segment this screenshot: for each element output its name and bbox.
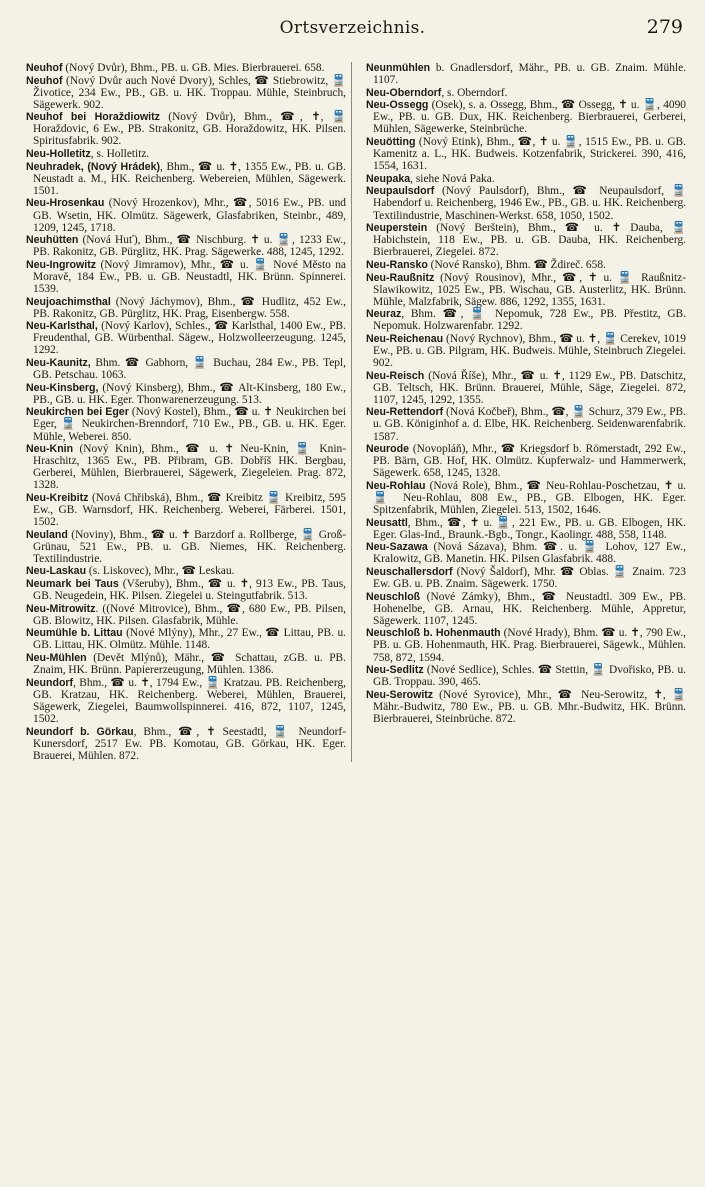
- entry-place-name: Neu-Rohlau: [366, 479, 426, 492]
- entry-place-name: Neurode: [366, 443, 409, 456]
- entry-details: (Nový Hrozenkov), Mhr., ☎, 5016 Ew., PB. und GB. Wsetin, HK. Olmütz. Sägewerk, Glasfabriken, Steinbr., 489, 1209, 1245, 1718.: [33, 197, 346, 234]
- right-column: [366, 62, 686, 762]
- page-title: Ortsverzeichnis.: [279, 18, 426, 38]
- left-column: [26, 62, 346, 762]
- entry-details: (Nový Knin), Bhm., ☎ u. ✝ Neu-Knin, 🚆 Knin-Hraschitz, 1365 Ew., PB. Přibram, GB. Dobříš HK. Bergbau, Gerberei, Mühlen, Bierbrauerei, Sägewerk, Ziegeleien. Prag. 872, 1328.: [33, 443, 346, 492]
- entry-details: (Nové Sedlice), Schles. ☎ Stettin, 🚆 Dvořisko, PB. u. GB. Troppau. 390, 465.: [373, 664, 686, 689]
- entry-place-name: Neukirchen bei Eger: [26, 406, 129, 419]
- entry-details: (Nový Etink), Bhm., ☎, ✝ u. 🚆, 1515 Ew., PB. u. GB. Kamenitz a. L., HK. Budweis. Kotzenfabrik, Strickerei. 390, 416, 1554, 1631.: [373, 136, 686, 173]
- entry-details: Bhm. ☎ Gabhorn, 🚆 Buchau, 284 Ew., PB. Tepl, GB. Petschau. 1063.: [33, 357, 346, 382]
- index-entry: [366, 99, 686, 135]
- index-entry: [366, 566, 686, 590]
- entry-place-name: Neupaulsdorf: [366, 185, 435, 198]
- entry-details: (Devět Mlýnů), Mähr., ☎ Schattau, zGB. u. PB. Znaim, HK. Brünn. Papiererzeugung, Mühlen. 1386.: [33, 652, 346, 677]
- entry-place-name: Neu-Oberndorf: [366, 86, 442, 99]
- index-entry: [26, 197, 346, 233]
- entry-details: (Nové Ransko), Bhm. ☎ Ždireč. 658.: [427, 258, 606, 271]
- entry-place-name: Neu-Kreibitz: [26, 491, 89, 504]
- entry-details: (Nový Rychnov), Bhm., ☎ u. ✝, 🚆 Cerekev, 1019 Ew., PB. u. GB. Pilgram, HK. Budweis. Mühle, Steinbruch Ziegelei. 902.: [373, 332, 686, 370]
- entry-place-name: Neusattl: [366, 516, 408, 529]
- index-entry: [26, 111, 346, 147]
- entry-details: (Noviny), Bhm., ☎ u. ✝ Barzdorf a. Rollberge, 🚆 Groß-Grünau, 521 Ew., PB. u. GB. Niemes, HK. Reichenberg. Textilindustrie.: [33, 528, 346, 565]
- index-entry: [366, 591, 686, 627]
- entry-details: (Nový Berštein), Bhm., ☎ u. ✝ Dauba, 🚆 Habichstein, 118 Ew., PB. u. GB. Dauba, HK. Reichenberg. Bierbrauerei, Ziegelei. 872.: [373, 222, 686, 259]
- entry-details: , Bhm., ☎, ✝ Seestadtl, 🚆 Neundorf-Kunersdorf, 2517 Ew. PB. Komotau, GB. Görkau, HK. Eger. Brauerei, Mühlen. 872.: [33, 725, 347, 762]
- index-entry: [26, 443, 346, 491]
- entry-place-name: Neuraz: [366, 308, 402, 321]
- entry-place-name: Neu-Holletitz: [26, 148, 91, 161]
- entry-place-name: Neu-Knin: [26, 443, 74, 456]
- index-entry: [26, 382, 346, 406]
- index-entry: [26, 627, 346, 651]
- index-entry: [26, 652, 346, 676]
- index-entry: [26, 492, 346, 528]
- entry-place-name: Neupaka: [366, 172, 411, 185]
- index-entry: [26, 234, 346, 258]
- index-entry: [366, 443, 686, 479]
- index-entry: [26, 75, 346, 111]
- entry-place-name: Neuötting: [366, 136, 416, 149]
- entry-details: , Bhm., ☎, ✝ u. 🚆, 221 Ew., PB. u. GB. Elbogen, HK. Eger. Glas-Ind., Braunk.-Bgb., Tongr., Kaolingr. 488, 558, 1148.: [373, 516, 686, 541]
- entry-details: (Nový Kinsberg), Bhm., ☎ Alt-Kinsberg, 180 Ew., PB., GB. u. HK. Eger. Thonwarenerzeugung. 513.: [33, 381, 346, 406]
- entry-place-name: Neumühle b. Littau: [26, 627, 123, 640]
- entry-place-name: Neumark bei Taus: [26, 578, 119, 591]
- entry-details: (Nový Kostel), Bhm., ☎ u. ✝ Neukirchen bei Eger, 🚆 Neukirchen-Brenndorf, 710 Ew., PB., GB. u. HK. Eger. Mühle, Weberei. 850.: [33, 406, 346, 443]
- index-entry: [366, 689, 686, 725]
- entry-place-name: Neu-Kaunitz,: [26, 357, 91, 370]
- entry-place-name: Neu-Ossegg: [366, 99, 429, 112]
- entry-place-name: Neu-Mühlen: [26, 652, 87, 665]
- index-entry: [366, 87, 686, 99]
- index-entry: [26, 565, 346, 577]
- entry-place-name: Neuschallersdorf: [366, 566, 453, 579]
- entry-place-name: Neuhütten: [26, 234, 79, 247]
- index-entry: [366, 664, 686, 688]
- entry-details: (Nový Jáchymov), Bhm., ☎ Hudlitz, 452 Ew., PB. Rakonitz, GB. Pürglitz, HK. Prag, Eisenbergw. 558.: [33, 295, 346, 320]
- entry-details: (Novopláň), Mhr., ☎ Kriegsdorf b. Römerstadt, 292 Ew., PB. Bärn, GB. Hof, HK. Olmütz. Kupferwalz- und Hammerwerk, Sägewerk. 658, 1245, 1328.: [373, 443, 686, 480]
- entry-details: , s. Holletitz.: [90, 148, 150, 161]
- entry-details: , siehe Nová Paka.: [410, 172, 495, 185]
- entry-details: (Nový Dvůr auch Nové Dvory), Schles, ☎ Stiebrowitz, 🚆 Životice, 234 Ew., PB., GB. u. HK. Troppau. Mühle, Steinbruch, Sägewerk. 902.: [33, 74, 346, 111]
- entry-details: b. Gnadlersdorf, Mähr., PB. u. GB. Znaim. Mühle. 1107.: [373, 62, 686, 87]
- entry-details: (s. Liskovec), Mhr., ☎ Leskau.: [86, 565, 235, 578]
- index-entry: [366, 222, 686, 258]
- page-number: 279: [646, 16, 683, 38]
- entry-details: (Nová Huť), Bhm., ☎ Nischburg. ✝ u. 🚆, 1233 Ew., PB. Rakonitz, GB. Pürglitz, HK. Prag. Sägewerke. 488, 1245, 1292.: [33, 234, 346, 259]
- index-entry: [366, 259, 686, 271]
- index-entry: [26, 726, 346, 762]
- page-header: [0, 14, 705, 44]
- entry-place-name: Neuschloß: [366, 590, 421, 603]
- entry-details: (Nový Dvůr), Bhm., PB. u. GB. Mies. Bierbrauerei. 658.: [62, 62, 325, 74]
- entry-place-name: Neuhradek, (Nový Hrádek): [26, 160, 160, 173]
- entry-place-name: Neu-Ransko: [366, 258, 428, 271]
- entry-details: (Nová Říše), Mhr., ☎ u. ✝, 1129 Ew., PB. Datschitz, GB. Teltsch, HK. Brünn. Brauerei, Mühle, Säge, Ziegelei. 872, 1107, 1245, 1292, 1355.: [373, 369, 686, 406]
- entry-details: (Nový Dvůr), Bhm., ☎, ✝, 🚆 Horaždovic, 6 Ew., PB. Strakonitz, GB. Horaždowitz, HK. Pilsen. Spiritusfabrik. 902.: [33, 111, 346, 148]
- entry-details: , Bhm., ☎ u. ✝, 1355 Ew., PB. u. GB. Neustadt a. M., HK. Reichenberg. Webereien, Mühlen, Sägewerk. 1501.: [33, 160, 346, 197]
- entry-details: (Nové Hrady), Bhm. ☎ u. ✝, 790 Ew., PB. u. GB. Hohenmauth, HK. Prag. Bierbrauerei, Sägewk., Mühlen. 758, 872, 1594.: [373, 627, 686, 664]
- entry-details: (Nový Jimramov), Mhr., ☎ u. 🚆 Nové Město na Moravě, 184 Ew., PB. u. GB. Neustadtl, HK. Brünn. Spinnerei. 1539.: [33, 258, 346, 295]
- index-entry: [366, 517, 686, 541]
- entry-place-name: Neu-Reisch: [366, 369, 425, 382]
- entry-details: (Nová Chřibská), Bhm., ☎ Kreibitz 🚆 Kreibitz, 595 Ew., GB. Warnsdorf, HK. Reichenberg. Weberei, Färberei. 1501, 1502.: [33, 491, 346, 529]
- index-entry: [366, 272, 686, 308]
- entry-place-name: Neu-Karlsthal,: [26, 320, 98, 333]
- index-entry: [366, 136, 686, 172]
- index-entry: [26, 677, 346, 725]
- index-entry: [366, 62, 686, 86]
- entry-place-name: Neuschloß b. Hohenmauth: [366, 627, 501, 640]
- index-entry: [26, 259, 346, 295]
- entry-place-name: Neujoachimsthal: [26, 295, 111, 308]
- entry-place-name: Neunmühlen: [366, 62, 431, 74]
- column-divider: [351, 62, 352, 762]
- entry-place-name: Neu-Sedlitz: [366, 664, 424, 677]
- index-entry: [366, 308, 686, 332]
- entry-details: (Nové Syrovice), Mhr., ☎ Neu-Serowitz, ✝, 🚆 Mähr.-Budwitz, 780 Ew., PB. u. GB. Mhr.-Budwitz, HK. Brünn. Bierbrauerei, Steinbrüche. 872.: [373, 688, 686, 725]
- entry-details: (Všeruby), Bhm., ☎ u. ✝, 913 Ew., PB. Taus, GB. Neugedein, HK. Pilsen. Ziegelei u. Steingutfabrik. 513.: [33, 578, 346, 603]
- entry-place-name: Neundorf b. Görkau: [26, 725, 134, 738]
- entry-details: (Nový Karlov), Schles., ☎ Karlsthal, 1400 Ew., PB. Freudenthal, GB. Würbenthal. Sägew., Holzwolleerzeugung. 1245, 1292.: [33, 320, 346, 357]
- entry-place-name: Neuhof: [26, 62, 63, 74]
- entry-details: , Bhm. ☎, 🚆 Nepomuk, 728 Ew., PB. Přestitz, GB. Nepomuk. Holzwarenfabr. 1292.: [373, 308, 686, 333]
- entry-details: (Nová Role), Bhm., ☎ Neu-Rohlau-Poschetzau, ✝ u. 🚆 Neu-Rohlau, 808 Ew., PB., GB. Elbogen, HK. Eger. Spitzenfabrik, Mühlen, Ziegelei. 513, 1502, 1646.: [373, 479, 686, 516]
- entry-details: (Nový Šaldorf), Mhr. ☎ Oblas. 🚆 Znaim. 723 Ew. GB. u. PB. Znaim. Sägewerk. 1750.: [373, 566, 686, 591]
- entry-place-name: Neuperstein: [366, 222, 428, 235]
- entry-place-name: Neu-Ingrowitz: [26, 258, 97, 271]
- entry-place-name: Neuland: [26, 528, 68, 541]
- entry-place-name: Neuhof: [26, 74, 63, 87]
- entry-place-name: Neundorf: [26, 676, 74, 689]
- index-entry: [26, 62, 346, 74]
- entry-place-name: Neu-Serowitz: [366, 688, 434, 701]
- entry-place-name: Neu-Mitrowitz: [26, 602, 96, 615]
- entry-place-name: Neu-Kinsberg,: [26, 381, 99, 394]
- index-entry: [366, 480, 686, 516]
- entry-place-name: Neuhof bei Horaždiowitz: [26, 111, 160, 124]
- index-entry: [366, 185, 686, 221]
- index-entry: [26, 357, 346, 381]
- entry-place-name: Neu-Hrosenkau: [26, 197, 105, 210]
- entry-place-name: Neu-Raußnitz: [366, 271, 435, 284]
- index-entry: [366, 406, 686, 442]
- index-entry: [26, 578, 346, 602]
- index-entry: [366, 173, 686, 185]
- entry-place-name: Neu-Reichenau: [366, 332, 444, 345]
- index-entry: [26, 529, 346, 565]
- index-entry: [26, 406, 346, 442]
- entry-details: (Nové Zámky), Bhm., ☎ Neustadtl. 309 Ew., PB. Hohenelbe, GB. Arnau, HK. Reichenberg. Mühle, Appretur, Sägewerk. 1107, 1245.: [373, 590, 686, 627]
- index-entry: [366, 370, 686, 406]
- entry-details: (Nový Rousinov), Mhr., ☎, ✝ u. 🚆 Raußnitz-Slawikowitz, 1025 Ew., PB. Wischau, GB. Austerlitz, HK. Brünn. Mühle, Malzfabrik, Sägew. 886, 1292, 1355, 1631.: [373, 271, 686, 308]
- entry-details: (Osek), s. a. Ossegg, Bhm., ☎ Ossegg, ✝ u. 🚆, 4090 Ew., PB. u. GB. Dux, HK. Reichenberg. Bierbrauerei, Gerberei, Mühlen, Sägewerke, Steinbrüche.: [373, 99, 686, 136]
- entry-details: (Nový Paulsdorf), Bhm., ☎ Neupaulsdorf, 🚆 Habendorf u. Reichenberg, 1946 Ew., PB., GB. u. HK. Reichenberg. Textilindustrie, Maschinen-Werkst. 658, 1050, 1502.: [373, 185, 686, 222]
- index-entry: [366, 333, 686, 369]
- index-entry: [26, 603, 346, 627]
- entry-place-name: Neu-Laskau: [26, 565, 87, 578]
- index-entry: [366, 627, 686, 663]
- entry-place-name: Neu-Rettendorf: [366, 406, 444, 419]
- entry-details: , s. Oberndorf.: [441, 86, 508, 99]
- entry-details: (Nová Kočbeř), Bhm., ☎, 🚆 Schurz, 379 Ew., PB. u. GB. Königinhof a. d. Elbe, HK. Reichenberg. Seidenwarenfabrik. 1587.: [373, 406, 686, 443]
- index-entry: [366, 541, 686, 565]
- entry-details: . ((Nové Mitrovice), Bhm., ☎, 680 Ew., PB. Pilsen, GB. Blowitz, HK. Pilsen. Glasfabrik, Mühle.: [33, 602, 346, 627]
- index-entry: [26, 148, 346, 160]
- entry-details: (Nová Sázava), Bhm. ☎. u. 🚆 Lohov, 127 Ew., Kralowitz, GB. Manetin. HK. Pilsen Glasfabrik. 488.: [373, 541, 686, 566]
- entry-details: (Nové Mlýny), Mhr., 27 Ew., ☎ Littau, PB. u. GB. Littau, HK. Olmütz. Mühle. 1148.: [33, 627, 347, 652]
- entry-details: , Bhm., ☎ u. ✝, 1794 Ew., 🚆 Kratzau. PB. Reichenberg, GB. Kratzau, HK. Reichenberg. Weberei, Mühlen, Brauerei, Sägewerk, Ziegelei, Baumwollspinnerei. 416, 872, 1107, 1245, 1502.: [33, 676, 346, 725]
- index-entry: [26, 296, 346, 320]
- index-entry: [26, 161, 346, 197]
- entry-place-name: Neu-Sazawa: [366, 541, 428, 554]
- index-entry: [26, 320, 346, 356]
- index-columns: [26, 62, 686, 762]
